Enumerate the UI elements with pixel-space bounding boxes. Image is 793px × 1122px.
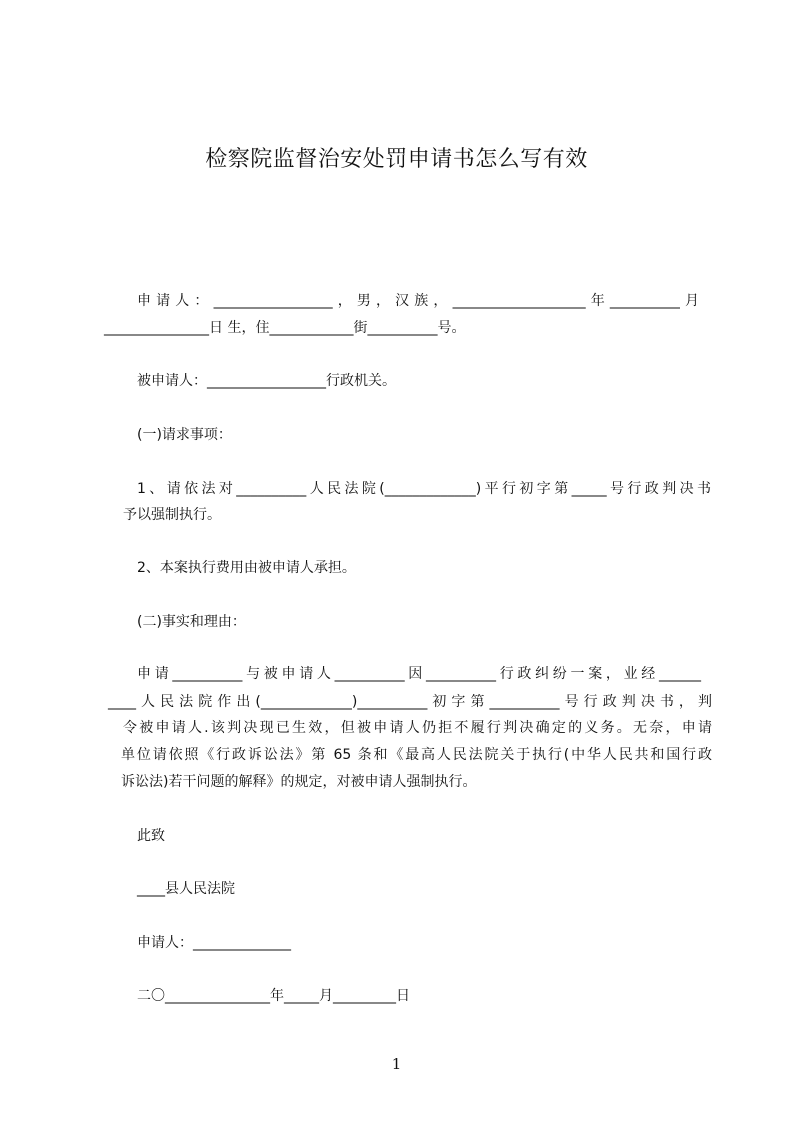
request-1-line-1: 1、请依法对__________人民法院(_____________)平行初字第_____号行政判决书: [137, 481, 711, 497]
section-1-heading: (一)请求事项：: [137, 427, 232, 443]
page-number: 1: [391, 1055, 402, 1073]
facts-line-3: 令被申请人.该判决现已生效，但被申请人仍拒不履行判决确定的义务。无奈，申请: [123, 720, 712, 736]
section-2-heading: (二)事实和理由：: [137, 614, 246, 630]
facts-line-5: 诉讼法)若干问题的解释》的规定，对被申请人强制执行。: [121, 774, 477, 790]
request-1-line-2: 予以强制执行。: [123, 507, 221, 523]
signature-line: 申请人：______________: [137, 935, 291, 951]
respondent-line: 被申请人：_________________行政机关。: [137, 373, 396, 389]
facts-line-1: 申请__________与被申请人__________因__________行政纠纷一案，业经______: [137, 666, 701, 682]
applicant-line-2: _______________日 生，住____________街__________号。: [104, 320, 466, 336]
applicant-line-1: 申请人：_________________，男，汉族，___________________年__________月: [137, 293, 699, 309]
court-line: ____县人民法院: [137, 881, 235, 897]
date-line: 二〇_______________年_____月_________日: [137, 988, 410, 1004]
closing-line: 此致: [137, 828, 165, 844]
document-title: 检察院监督治安处罚申请书怎么写有效: [205, 147, 588, 172]
request-2-line: 2、本案执行费用由被申请人承担。: [137, 560, 356, 576]
facts-line-4: 单位请依照《行政诉讼法》第 65 条和《最高人民法院关于执行(中华人民共和国行政: [121, 747, 712, 763]
facts-line-2: ____人民法院作出(_____________)__________初字第__________号行政判决书，判: [108, 694, 712, 710]
